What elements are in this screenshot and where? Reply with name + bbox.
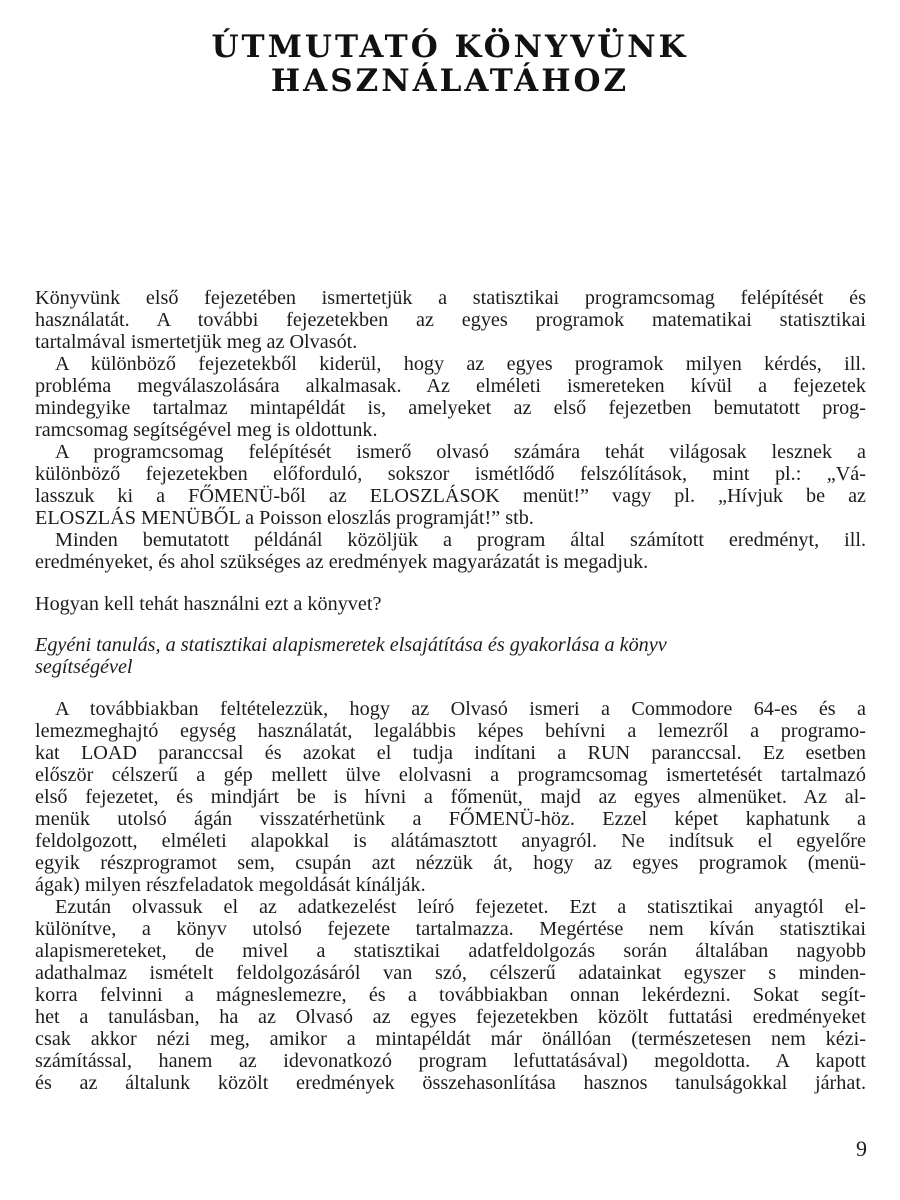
- body-line: lasszuk ki a FŐMENÜ-ből az ELOSZLÁSOK menüt!” vagy pl. „Hívjuk be az: [35, 485, 866, 507]
- body-line: menük utolsó ágán visszatérhetünk a FŐMENÜ-höz. Ezzel képet kaphatunk a: [35, 808, 866, 830]
- body-line: feldolgozott, elméleti alapokkal is alátámasztott anyagról. Ne indítsuk el egyelőre: [35, 830, 866, 852]
- body-line: használatát. A további fejezetekben az egyes programok matematikai statisztikai: [35, 309, 866, 331]
- body-line: Minden bemutatott példánál közöljük a program által számított eredményt, ill.: [55, 529, 866, 551]
- body-line: egyik részprogramot sem, csupán azt nézzük át, hogy az egyes programok (menü-: [35, 852, 866, 874]
- body-line: lemezmeghajtó egység használatát, legalábbis képes behívni a lemezről a programo-: [35, 720, 866, 742]
- body-line: A továbbiakban feltételezzük, hogy az Olvasó ismeri a Commodore 64-es és a: [55, 698, 866, 720]
- body-line: ELOSZLÁS MENÜBŐL a Poisson eloszlás programját!” stb.: [35, 507, 534, 529]
- body-line: korra felvinni a mágneslemezre, és a továbbiakban onnan lekérdezni. Sokat segít-: [35, 984, 866, 1006]
- body-line: A programcsomag felépítését ismerő olvasó számára tehát világosak lesznek a: [55, 441, 866, 463]
- body-line: kat LOAD paranccsal és azokat el tudja indítani a RUN paranccsal. Ez esetben: [35, 742, 866, 764]
- body-line: Ezután olvassuk el az adatkezelést leíró fejezetet. Ezt a statisztikai anyagtól el-: [55, 896, 866, 918]
- chapter-title-line-2: HASZNÁLATÁHOZ: [270, 63, 630, 99]
- body-line: eredményeket, és ahol szükséges az eredmények magyarázatát is megadjuk.: [35, 551, 649, 573]
- body-line: ramcsomag segítségével meg is oldottunk.: [35, 419, 378, 441]
- body-line: probléma megválaszolására alkalmasak. Az elméleti ismereteken kívül a fejezetek: [35, 375, 866, 397]
- body-line: különböző fejezetekben előforduló, sokszor ismétlődő felszólítások, mint pl.: „Vá-: [35, 463, 866, 485]
- body-line: különítve, a könyv utolsó fejezete tartalmazza. Megértése nem kíván statisztikai: [35, 918, 866, 940]
- body-line: het a tanulásban, ha az Olvasó az egyes fejezetekben közölt futtatási eredményeket: [35, 1006, 866, 1028]
- chapter-title-line-1: ÚTMUTATÓ KÖNYVÜNK: [211, 29, 689, 65]
- body-line: alapismereteket, de mivel a statisztikai adatfeldolgozás során általában nagyobb: [35, 940, 866, 962]
- body-line: tartalmával ismertetjük meg az Olvasót.: [35, 331, 358, 353]
- body-line: és az általunk közölt eredmények összehasonlítása hasznos tanulságokkal járhat.: [35, 1072, 866, 1094]
- body-line: ágak) milyen részfeladatok megoldását kínálják.: [35, 874, 426, 896]
- section-question: Hogyan kell tehát használni ezt a könyvet?: [35, 593, 382, 615]
- body-line: első fejezetet, és mindjárt be is hívni a főmenüt, majd az egyes almenüket. Az al-: [35, 786, 866, 808]
- body-line: számítással, hanem az idevonatkozó program lefuttatásával) megoldotta. A kapott: [35, 1050, 866, 1072]
- body-line: először célszerű a gép mellett ülve elolvasni a programcsomag ismertetését tartalmazó: [35, 764, 866, 786]
- body-line: adathalmaz ismételt feldolgozásáról van szó, célszerű adatainkat egyszer s minden-: [35, 962, 866, 984]
- body-line: Könyvünk első fejezetében ismertetjük a statisztikai programcsomag felépítését és: [35, 287, 866, 309]
- body-line: A különböző fejezetekből kiderül, hogy az egyes programok milyen kérdés, ill.: [55, 353, 866, 375]
- italic-subheading: Egyéni tanulás, a statisztikai alapismeretek elsajátítása és gyakorlása a könyv: [35, 634, 667, 656]
- italic-subheading: segítségével: [35, 656, 133, 678]
- page-number: 9: [856, 1136, 867, 1161]
- body-line: csak akkor nézi meg, amikor a mintapéldát már önállóan (természetesen nem kézi-: [35, 1028, 866, 1050]
- body-line: mindegyike tartalmaz mintapéldát is, amelyeket az első fejezetben bemutatott prog-: [35, 397, 866, 419]
